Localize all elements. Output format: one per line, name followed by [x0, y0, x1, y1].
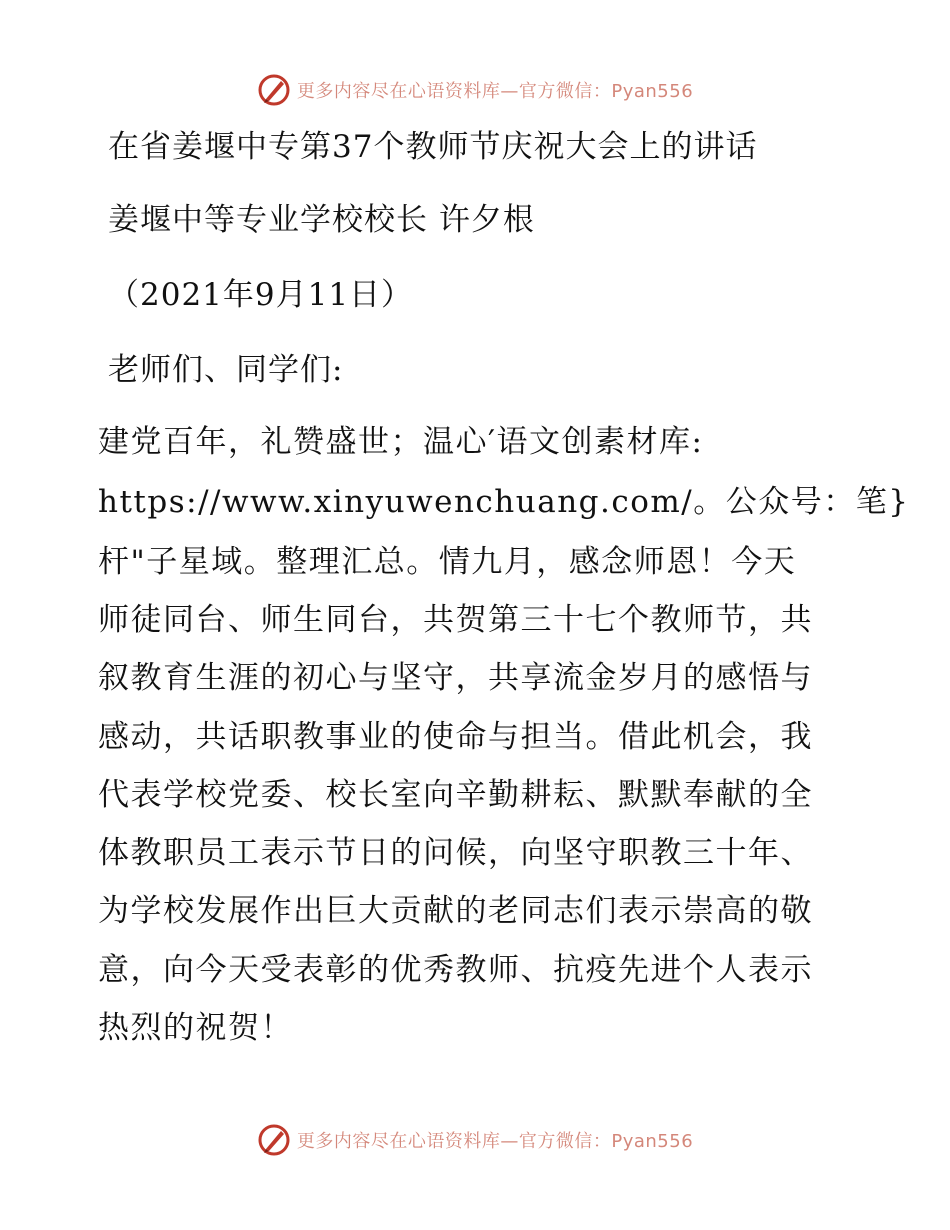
body-line: 代表学校党委、校长室向辛勤耕耘、默默奉献的全	[98, 777, 813, 813]
watermark-text: 更多内容尽在心语资料库—官方微信：Pyan556	[296, 1131, 694, 1152]
speech-date: （2021年9月11日）	[108, 277, 414, 313]
body-line: 师徒同台、师生同台，共贺第三十七个教师节，共	[98, 602, 813, 638]
watermark-text: 更多内容尽在心语资料库—官方微信：Pyan556	[296, 81, 694, 102]
speech-author: 姜堰中等专业学校校长 许夕根	[108, 202, 535, 238]
speech-greeting: 老师们、同学们:	[108, 352, 344, 388]
body-line: 建党百年，礼赞盛世；温心′语文创素材库:	[98, 424, 704, 460]
speech-title: 在省姜堰中专第37个教师节庆祝大会上的讲话	[108, 129, 758, 165]
body-line: https://www.xinyuwenchuang.com/。公众号：笔}	[98, 484, 910, 520]
body-line: 热烈的祝贺！	[98, 1010, 293, 1046]
pen-logo-icon	[257, 73, 291, 107]
body-line: 体教职员工表示节日的问候，向坚守职教三十年、	[98, 835, 813, 871]
header-watermark-banner	[0, 70, 950, 110]
body-line: 叙教育生涯的初心与坚守，共享流金岁月的感悟与	[98, 660, 813, 696]
body-line: 杆"子星域。整理汇总。情九月，感念师恩！今天	[98, 544, 797, 580]
body-line: 意，向今天受表彰的优秀教师、抗疫先进个人表示	[98, 952, 813, 988]
body-line: 感动，共话职教事业的使命与担当。借此机会，我	[98, 719, 813, 755]
pen-logo-icon	[257, 1123, 291, 1157]
body-line: 为学校发展作出巨大贡献的老同志们表示崇高的敬	[98, 893, 813, 929]
footer-watermark-banner	[0, 1120, 950, 1160]
